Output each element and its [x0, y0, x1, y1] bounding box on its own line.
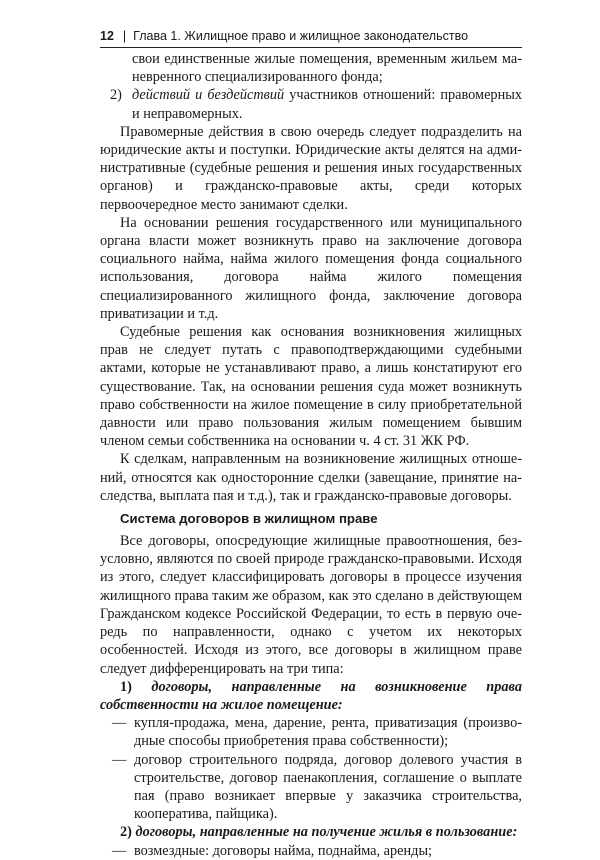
- dash-item-text: возмездные: договоры найма, поднайма, аренды;: [134, 842, 433, 859]
- dash-marker: —: [112, 715, 127, 732]
- contract-type-number: 2): [120, 824, 132, 841]
- dash-marker: —: [112, 751, 127, 768]
- list-item-2: [100, 86, 522, 122]
- contract-type-number: 1): [120, 678, 132, 695]
- list-item-continuation: свои единственные жилые помещения, временным жильем маневренного специализированного фонда;: [132, 51, 522, 86]
- dash-marker: —: [112, 842, 127, 859]
- contract-type-1: [100, 678, 522, 714]
- page-body: [100, 50, 522, 860]
- dash-item: — договор строительного подряда, договор долевого участия в строительстве, договор паенакопления, соглашение о выплате пая (право возникает впервые у заказчика строительства, кооператива, пайщика).: [112, 751, 522, 823]
- section-subheading: Система договоров в жилищном праве: [120, 511, 378, 527]
- contract-type-title: договоры, направленные на возникновение права собственности на жилое помещение:: [100, 678, 522, 713]
- contract-type-title: договоры, направленные на получение жилья в пользование:: [135, 824, 518, 841]
- header-separator: |: [122, 29, 127, 43]
- page-number: 12: [100, 29, 114, 43]
- paragraph-transactions: К сделкам, направленным на возникновение жилищных отношений, относятся как односторонние сделки (завещание, принятие наследства, выплата пая и т.д.), так и гражданско-правовые договоры.: [100, 451, 522, 504]
- contract-type-2: [100, 823, 522, 841]
- paragraph-court-decisions: Судебные решения как основания возникновения жилищных прав не следует путать с правоподтверждающими судебными актами, которые не устанавливают право, а лишь констатируют его существование. Так, на основании решения суда может возникнуть право собственности на жилое помещение в силу приобретательной давности или право пользования жилым помещением бывшим членом семьи собственника на основании ч. 4 ст. 31 ЖК РФ.: [100, 324, 522, 450]
- dash-item: — купля-продажа, мена, дарение, рента, приватизация (производные способы приобретения права собственности);: [112, 715, 522, 750]
- paragraph-state-decisions: На основании решения государственного или муниципального органа власти может возникнуть право на заключение договора социального найма, найма жилого помещения фонда социального использования, договора найма жилого помещения специализированного жилищного фонда, заключение договора приватизации и т.д.: [100, 214, 522, 322]
- list-item-text: участников отношений: правомерных и неправомерных.: [132, 87, 522, 122]
- list-item-number: 2): [110, 87, 122, 104]
- dash-item: [100, 842, 522, 860]
- paragraph-legal-acts: Правомерные действия в свою очередь следует подразделить на юридические акты и поступки. Юридические акты делятся на административные (судебные решения и решения иных государственных органов) и гражданско-правовые акты, среди которых первоочередное место занимают сделки.: [100, 123, 522, 213]
- running-header: [100, 27, 522, 48]
- chapter-title: Глава 1. Жилищное право и жилищное законодательство: [133, 29, 469, 43]
- paragraph-contract-system: Все договоры, опосредующие жилищные правоотношения, безусловно, являются по своей природе гражданско-правовыми. Исходя из этого, следует классифицировать договоры в процессе изучения жилищного права таким же образом, как это сделано в действующем Гражданском кодексе Российской Федерации, то есть в первую очередь по направленности, однако с учетом их некоторых особенностей. Исходя из этого, все договоры в жилищном праве следует дифференцировать на три типа:: [100, 533, 522, 677]
- list-item-emphasis: действий и бездействий: [132, 87, 285, 104]
